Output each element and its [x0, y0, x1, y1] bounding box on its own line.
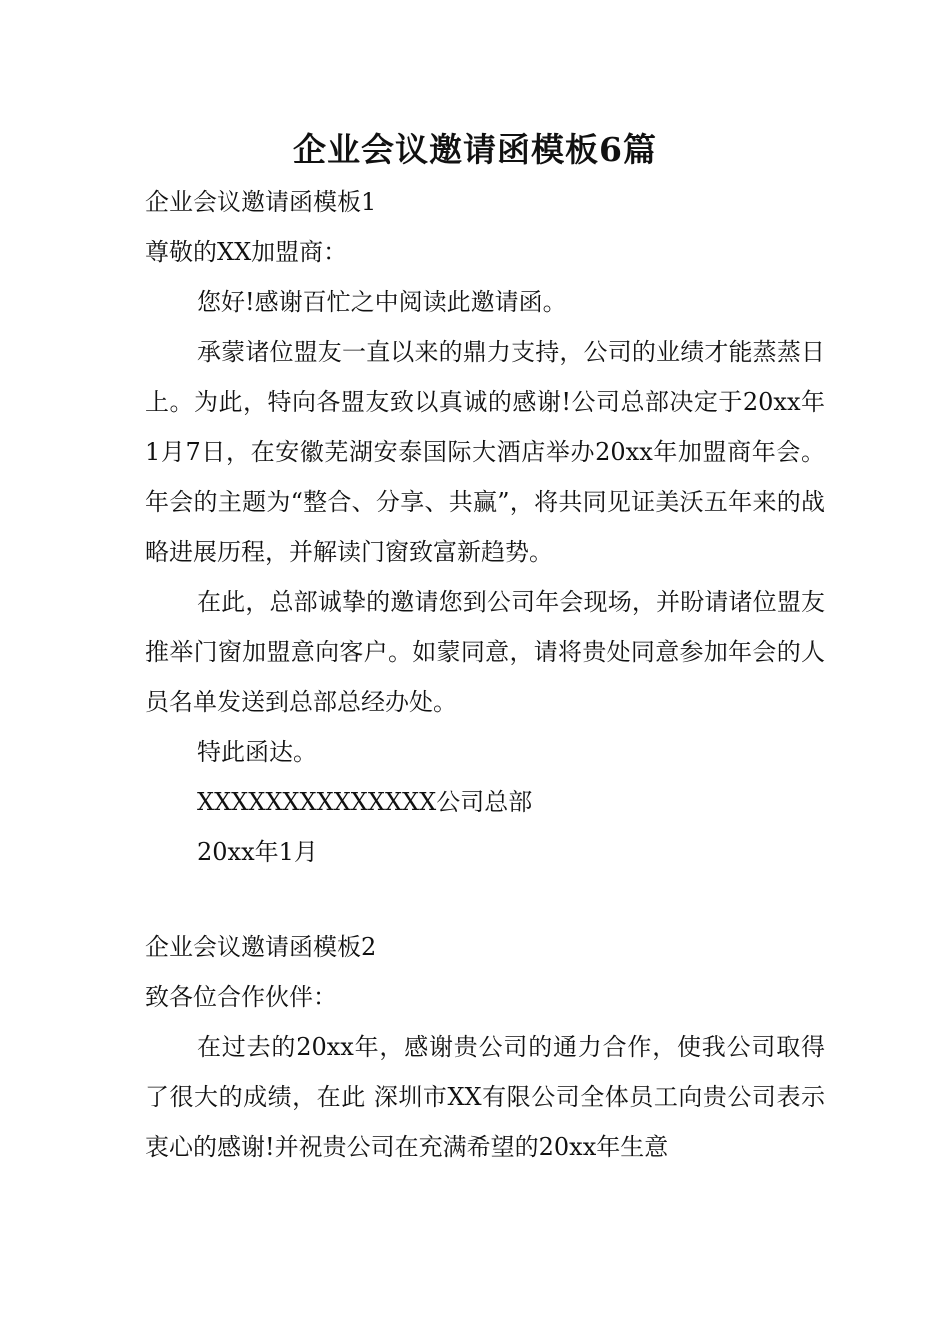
closing-line: 特此函达。 — [197, 738, 317, 766]
document-body — [145, 177, 825, 1172]
salutation: 尊敬的XX加盟商： — [145, 238, 348, 266]
paragraph: 在过去的20xx年，感谢贵公司的通力合作，使我公司取得了很大的成绩，在此 深圳市XX有限公司全体员工向贵公司表示衷心的感谢!并祝贵公司在充满希望的20xx年生意 — [145, 1033, 825, 1161]
salutation: 致各位合作伙伴： — [145, 983, 337, 1011]
section-heading: 企业会议邀请函模板1 — [145, 188, 377, 216]
date-line: 20xx年1月 — [197, 838, 318, 866]
paragraph: 在此，总部诚挚的邀请您到公司年会现场，并盼请诸位盟友推举门窗加盟意向客户。如蒙同意，请将贵处同意参加年会的人员名单发送到总部总经办处。 — [145, 588, 825, 716]
greeting: 您好!感谢百忙之中阅读此邀请函。 — [197, 288, 567, 316]
document-title: 企业会议邀请函模板6篇 — [293, 130, 657, 169]
section-heading: 企业会议邀请函模板2 — [145, 933, 377, 961]
paragraph: 承蒙诸位盟友一直以来的鼎力支持，公司的业绩才能蒸蒸日上。为此，特向各盟友致以真诚的感谢!公司总部决定于20xx年1月7日，在安徽芜湖安泰国际大酒店举办20xx年加盟商年会。年会的主题为“整合、分享、共赢”，将共同见证美沃五年来的战略进展历程，并解读门窗致富新趋势。 — [145, 338, 825, 566]
signature: XXXXXXXXXXXXXX公司总部 — [197, 788, 533, 816]
section-spacer — [145, 877, 825, 922]
